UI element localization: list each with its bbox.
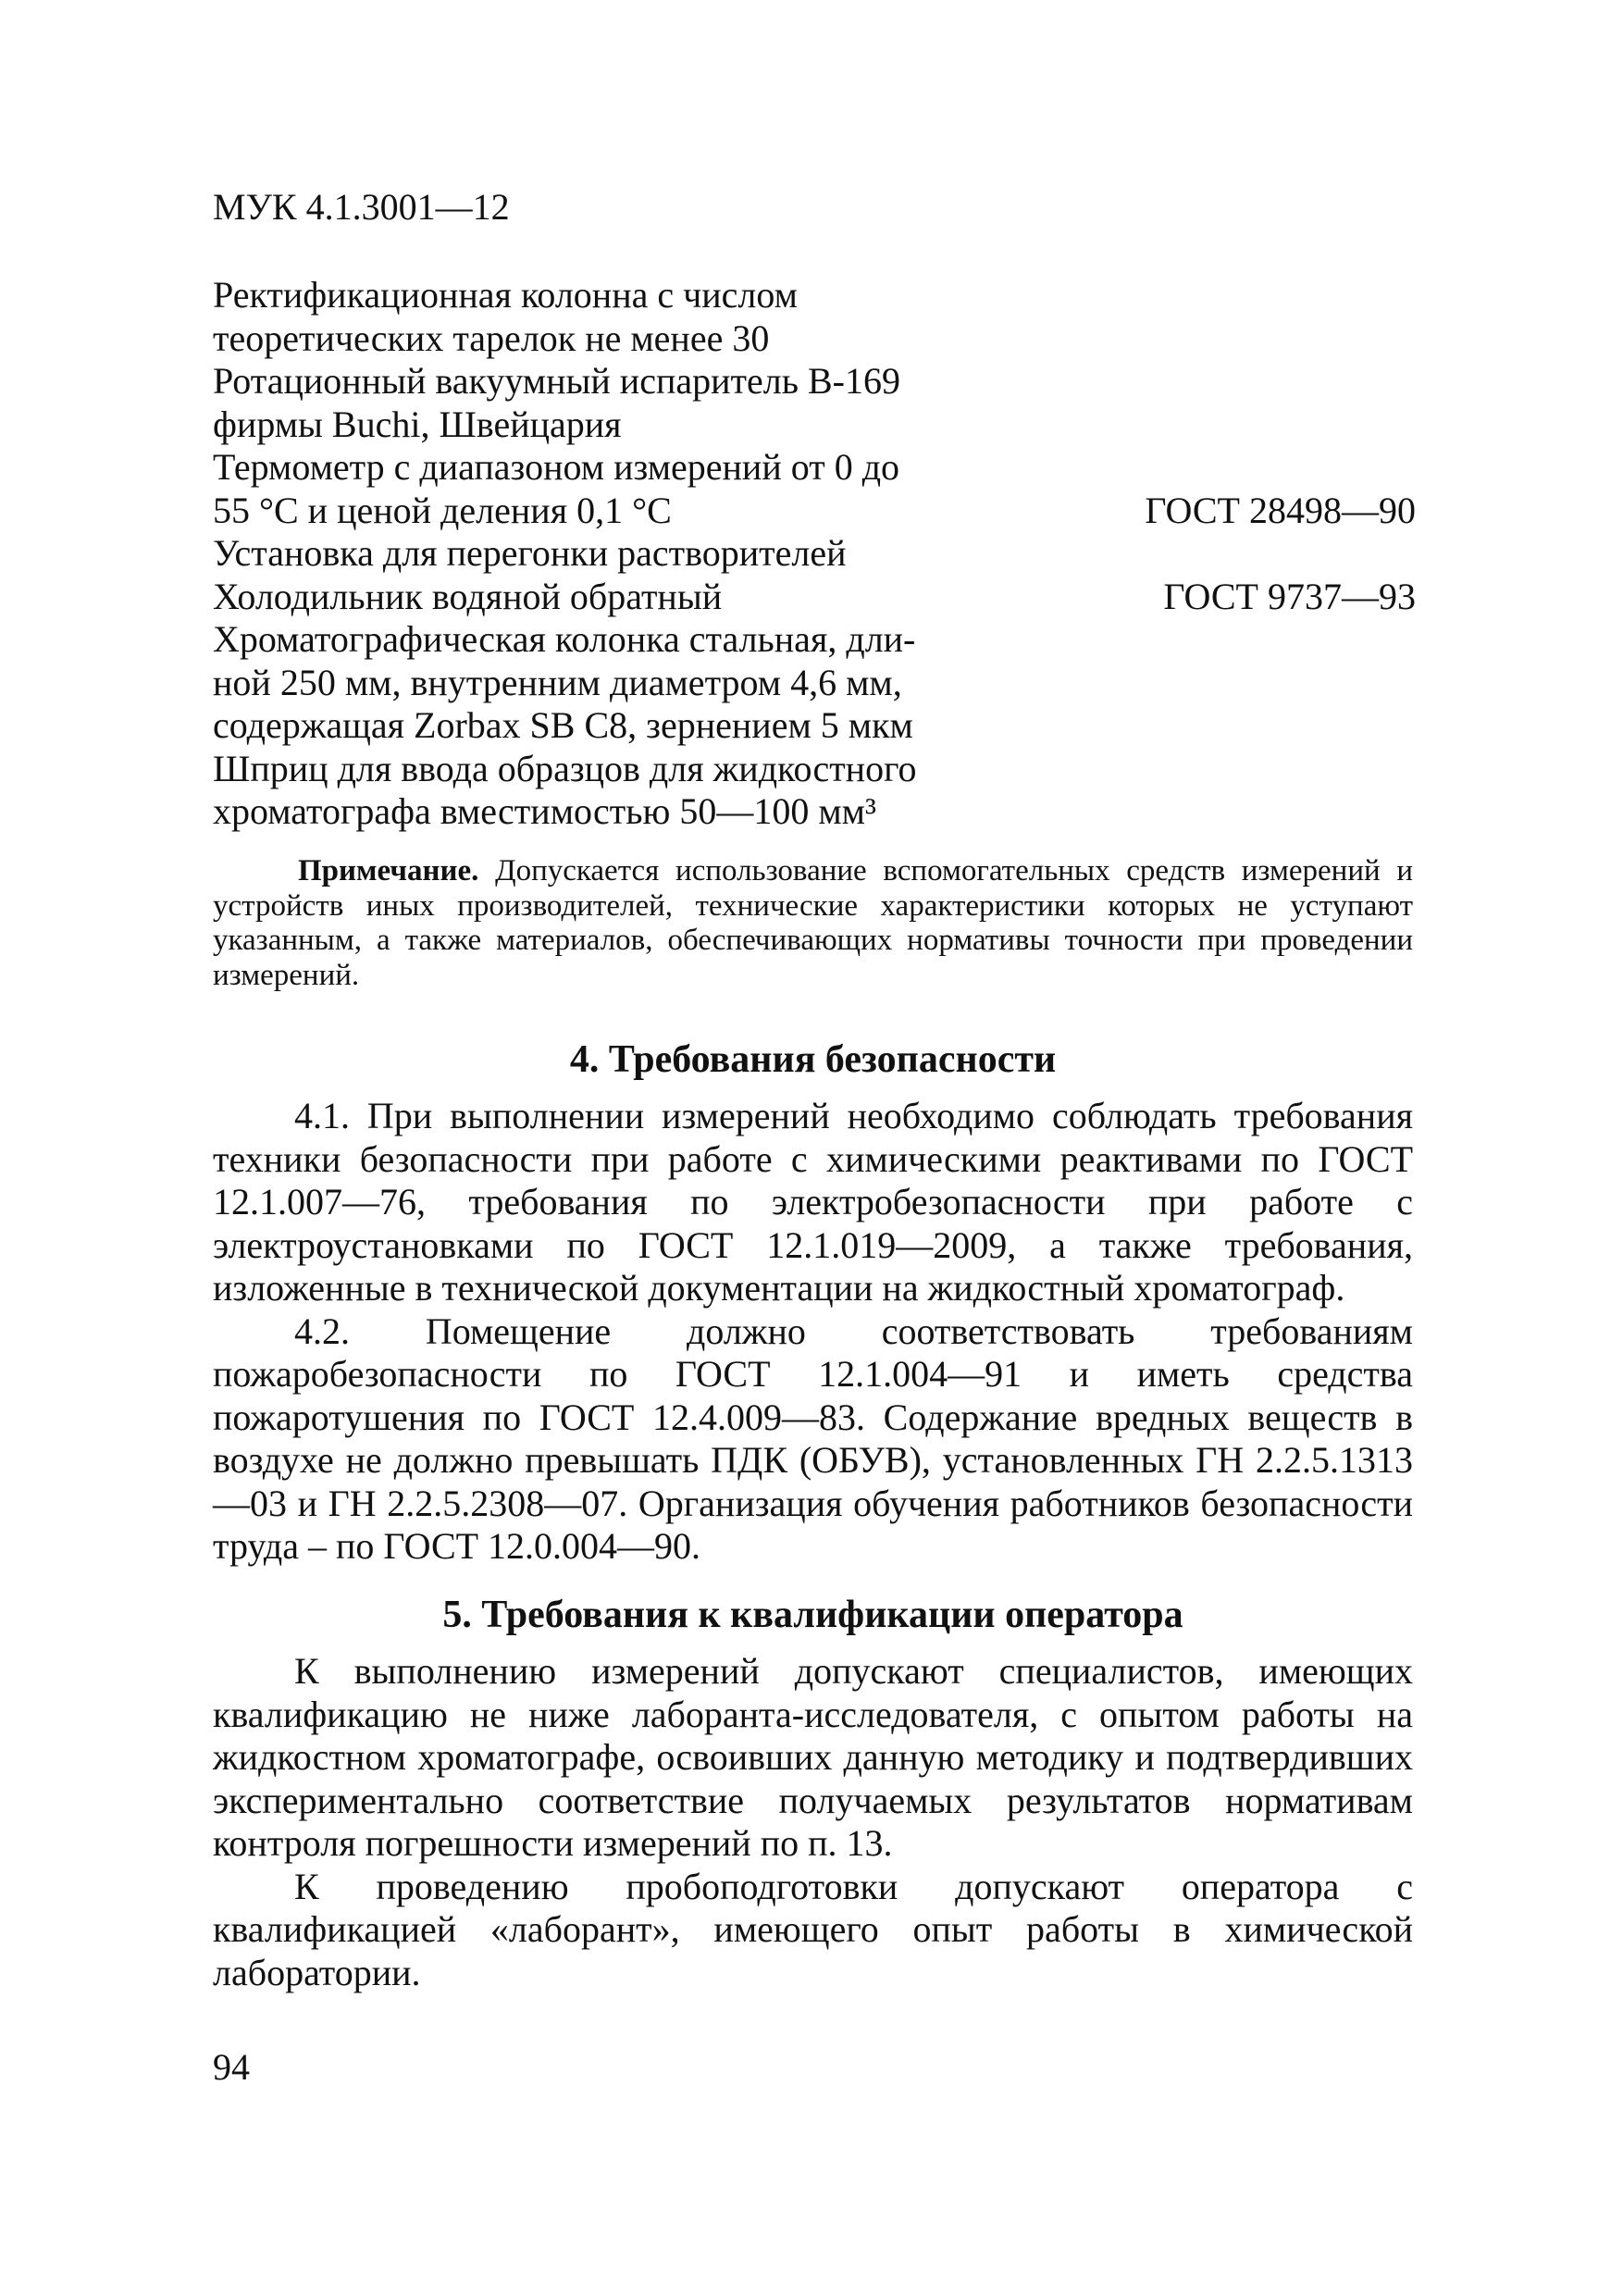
equipment-name: Ректификационная колонна с числом xyxy=(213,274,798,316)
section-5-title: 5. Требования к квалификации оператора xyxy=(442,1594,1183,1636)
equipment-row xyxy=(213,274,1416,317)
document-header: МУК 4.1.3001—12 xyxy=(213,186,510,228)
section-4-paragraph-2: 4.2. Помещение должно соответствовать требованиям пожаробезопасности по ГОСТ 12.1.004—91 и иметь средства пожаротушения по ГОСТ 12.4.009—83. Содержание вредных веществ в воздухе не должно превышать ПДК (ОБУВ), установленных ГН 2.2.5.1313—03 и ГН 2.2.5.2308—07. Организация обучения работников безопасности труда – по ГОСТ 12.0.004—90. xyxy=(213,1309,1413,1567)
section-5-paragraph-2: К проведению пробоподготовки допускают оператора с квалификацией «лаборант», имеющего опыт работы в химической лаборатории. xyxy=(213,1865,1413,1993)
equipment-row xyxy=(213,704,1416,748)
equipment-name: теоретических тарелок не менее 30 xyxy=(213,316,770,359)
equipment-name: Ротационный вакуумный испаритель В-169 xyxy=(213,360,900,402)
equipment-row xyxy=(213,748,1416,791)
equipment-row xyxy=(213,360,1416,403)
section-5-paragraph-1: К выполнению измерений допускают специалистов, имеющих квалификацию не ниже лаборанта-исследователя, с опытом работы на жидкостном хроматографе, освоивших данную методику и подтвердивших экспериментально соответствие получаемых результатов нормативам контроля погрешности измерений по п. 13. xyxy=(213,1650,1413,1864)
equipment-row xyxy=(213,790,1416,834)
equipment-name: Холодильник водяной обратный xyxy=(213,575,723,617)
equipment-standard xyxy=(1009,662,1416,705)
equipment-name: Установка для перегонки растворителей xyxy=(213,532,847,574)
equipment-standard xyxy=(1009,790,1416,834)
equipment-name: 55 °С и ценой деления 0,1 °С xyxy=(213,489,672,531)
equipment-name: ной 250 мм, внутренним диаметром 4,6 мм, xyxy=(213,661,902,703)
section-4-title: 4. Требования безопасности xyxy=(569,1038,1057,1081)
equipment-row xyxy=(213,490,1416,533)
equipment-standard: ГОСТ 28498—90 xyxy=(1145,489,1416,531)
equipment-standard xyxy=(1009,274,1416,317)
equipment-list xyxy=(213,274,1416,834)
equipment-name: содержащая Zorbax SB C8, зернением 5 мкм xyxy=(213,704,913,746)
equipment-row xyxy=(213,576,1416,619)
equipment-name: хроматографа вместимостью 50—100 мм³ xyxy=(213,790,876,832)
section-4-paragraph-1: 4.1. При выполнении измерений необходимо соблюдать требования техники безопасности при работе с химическими реактивами по ГОСТ 12.1.007—76, требования по электробезопасности при работе с электроустановками по ГОСТ 12.1.019—2009, а также требования, изложенные в технической документации на жидкостный хроматограф. xyxy=(213,1095,1413,1309)
equipment-standard xyxy=(1009,446,1416,490)
equipment-standard xyxy=(1009,748,1416,791)
equipment-name: Хроматографическая колонка стальная, дли- xyxy=(213,618,916,660)
equipment-row xyxy=(213,618,1416,662)
note-paragraph xyxy=(213,854,1413,993)
equipment-row xyxy=(213,662,1416,705)
section-5-body xyxy=(213,1650,1413,1994)
equipment-row xyxy=(213,532,1416,576)
equipment-name: фирмы Buchi, Швейцария xyxy=(213,403,622,445)
note-text: Допускается использование вспомогательных средств измерений и устройств иных производителей, технические характеристики которых не уступают указанным, а также материалов, обеспечивающих нормативы точности при проведении измерений. xyxy=(213,854,1413,992)
equipment-standard xyxy=(1009,532,1416,576)
equipment-row xyxy=(213,446,1416,490)
equipment-standard xyxy=(1009,704,1416,748)
note-label: Примечание. xyxy=(298,854,479,887)
equipment-row xyxy=(213,317,1416,361)
equipment-name: Шприц для ввода образцов для жидкостного xyxy=(213,747,917,789)
equipment-standard xyxy=(1009,360,1416,403)
section-4-body xyxy=(213,1095,1413,1569)
equipment-standard xyxy=(1009,618,1416,662)
equipment-standard: ГОСТ 9737—93 xyxy=(1163,575,1416,617)
equipment-row xyxy=(213,403,1416,447)
equipment-name: Термометр с диапазоном измерений от 0 до xyxy=(213,446,900,488)
equipment-standard xyxy=(1009,403,1416,447)
equipment-standard xyxy=(1009,317,1416,361)
page-number: 94 xyxy=(213,2046,250,2088)
